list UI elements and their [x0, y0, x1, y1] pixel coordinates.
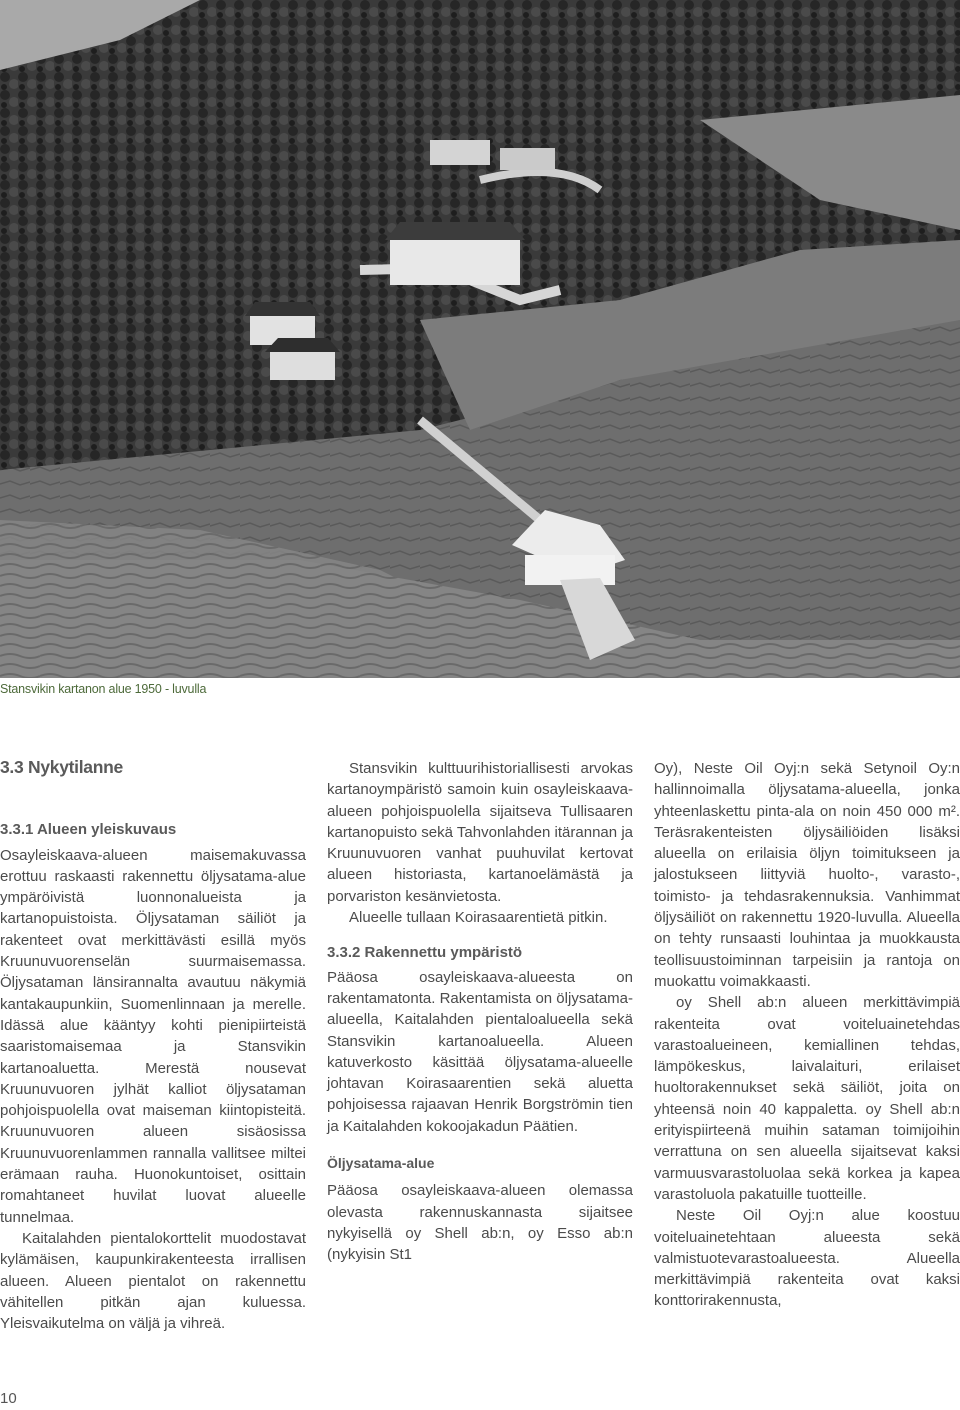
paragraph: Alueelle tullaan Koirasaarentietä pitkin.	[349, 909, 608, 927]
column-1	[0, 757, 306, 1334]
paragraph: Kaitalahden pientalokorttelit muodostavat kylämäisen, kaupunkirakenteesta irrallisen alueen. Alueen pientalot on rakennettu vähitellen pitkän ajan kuluessa. Yleisvaikutelma on väljä ja vihreä.	[0, 1229, 306, 1333]
paragraph: Oy), Neste Oil Oyj:n sekä Setynoil Oy:n hallinnoimalla öljysatama-alueella, jonka yhteenlaskettu pinta-ala on noin 450 000 m². Teräsrakenteisten öljysäiliöiden lisäksi alueella on erilaisia öljyn toimitukseen ja jalostukseen liittyviä huolto-, varasto-, toimisto- ja tehdasrakennuksia. Vanhimmat öljysäiliöt on rakennettu 1920-luvulla. Alueella on tehty runsaasti louhintaa ja muokkausta teollisuustoiminnan tarpeisiin ja rantoja on muokattu voimakkaasti.	[654, 760, 960, 990]
section-heading: 3.3 Nykytilanne	[0, 757, 123, 777]
page-number: 10	[0, 1390, 17, 1407]
paragraph: Neste Oil Oyj:n alue koostuu voiteluainetehtaan alueesta sekä valmistuotevarastoalueesta. Alueella merkittävimpiä rakenteita ovat kaksi konttorirakennusta,	[654, 1207, 960, 1310]
subsection-heading: 3.3.1 Alueen yleiskuvaus	[0, 821, 177, 839]
aerial-photo-manor-icon	[0, 0, 960, 678]
paragraph: Osayleiskaava-alueen maisemakuvassa erottuu raskaasti rakennettu öljysatama-alue ympäröivistä luonnonalueista ja kartanopuistoista. Öljysataman säiliöt ja rakenteet ovat merkittävästi esillä myös Kruunuvuorenselän suurmaisemassa. Öljysataman länsirannalta avautuu näkymiä kantakaupunkiin, Suomenlinnaan ja merelle. Idässä alue kääntyy kohti pienipiirteistä saaristomaisemaa ja Stansvikin kartanoaluetta. Merestä nousevat Kruunuvuoren jylhät kalliot öljysataman pohjoispuolella ovat maiseman kiintopisteitä. Kruunuvuoren alueen sisäosissa Kruunuvuorenlammen rannalla vallitsee miltei erämaan rauha. Huonokuntoiset, osittain romahtaneet huvilat luovat alueelle tunnelmaa.	[0, 846, 306, 1226]
paragraph: Pääosa osayleiskaava-alueesta on rakentamatonta. Rakentamista on öljysatama-alueella, Kaitalahden pientaloalueella sekä Stansvikin kartanoalueella. Alueen katuverkosto käsittää öljysatama-alueelle johtavan Koirasaarentien sekä aluetta pohjoisessa rajaavan Henrik Borgströmin tien ja Kaitalahden kokoojakadun Päätien.	[327, 968, 633, 1135]
aerial-photo	[0, 0, 960, 678]
photo-caption: Stansvikin kartanon alue 1950 - luvulla	[0, 682, 207, 696]
column-2	[327, 758, 633, 1266]
paragraph: oy Shell ab:n alueen merkittävimpiä rakenteita ovat voiteluainetehdas varastoalueineen, kemiallinen tehdas, lämpökeskus, laivalaituri, erilaiset huoltorakennukset sekä säiliöt, joita on yhteensä noin 40 kappaletta. oy Shell ab:n erityispiirteenä muihin sataman toimijoihin verrattuna on sen alueella sijaitsevat kaksi varmuusvarastoluolaa sekä korkea ja kapea varastoluola pakatuille tuotteille.	[654, 994, 960, 1203]
subsection-heading: 3.3.2 Rakennettu ympäristö	[327, 944, 523, 962]
paragraph: Stansvikin kulttuurihistoriallisesti arvokas kartanoympäristö samoin kuin osayleiskaava-alueen pohjoispuolella sijaitseva Tullisaaren kartanopuisto sekä Tahvonlahden itärannan ja Kruunuvuoren vanhat puuhuvilat kertovat alueen historiasta, kartanoelämästä ja porvariston kesänvietosta.	[327, 760, 633, 905]
subsection-heading: Öljysatama-alue	[327, 1155, 435, 1172]
paragraph: Pääosa osayleiskaava-alueen olemassa olevasta rakennuskannasta sijaitsee nykyisellä oy Shell ab:n, oy Esso ab:n (nykyisin St1	[327, 1182, 633, 1264]
column-3	[654, 758, 960, 1312]
